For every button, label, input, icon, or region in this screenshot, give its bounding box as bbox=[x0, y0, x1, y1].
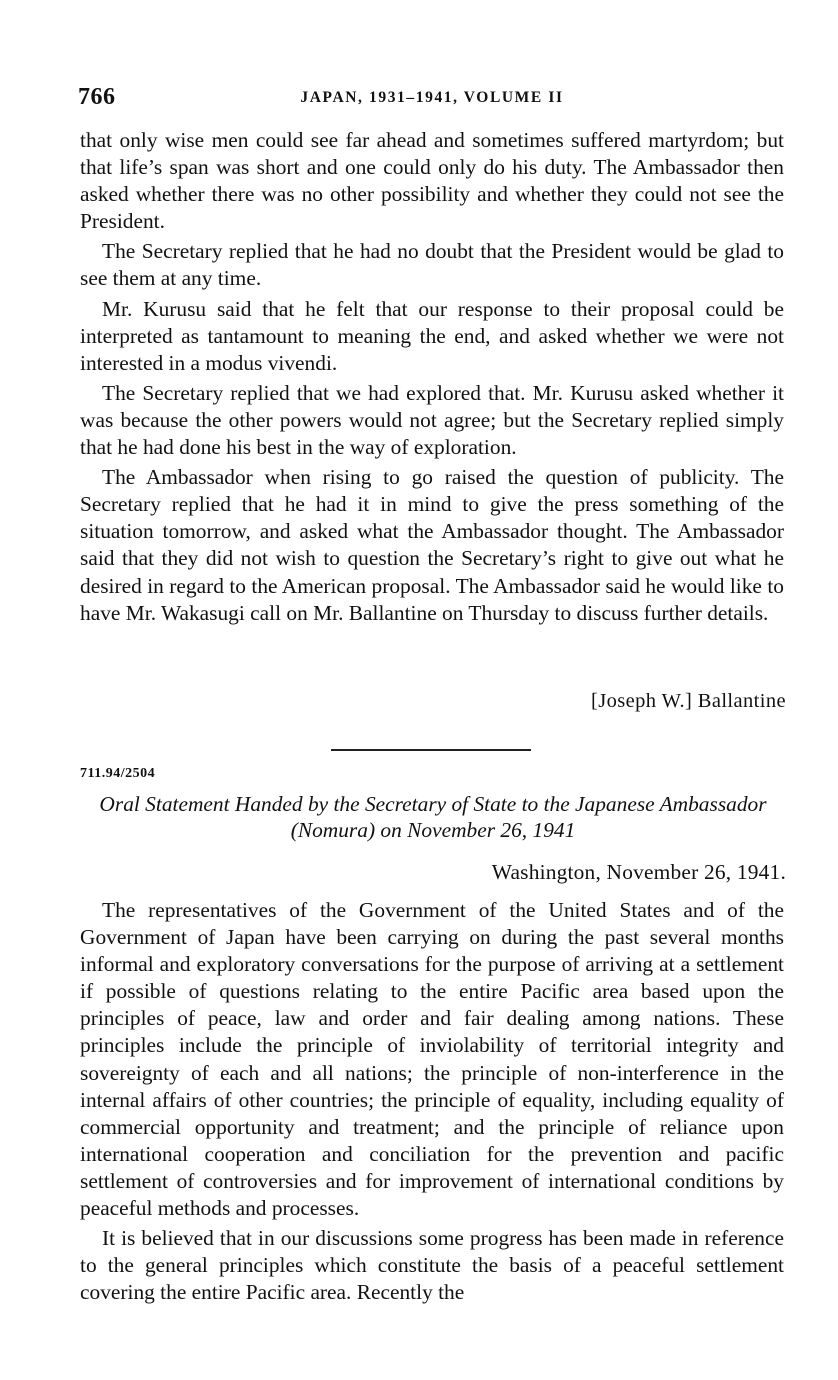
page-number: 766 bbox=[78, 84, 116, 110]
section-divider bbox=[331, 749, 531, 751]
statement-paragraph: The representatives of the Government of the United States and of the Government of Japan have been carrying on during the past several months informal and exploratory conversations for the purpose of arriving at a settlement if possible of questions relating to the entire Pacific area based upon the principles of peace, law and order and fair dealing among nations. These principles include the principle of inviolability of territorial integrity and sovereignty of each and all nations; the principle of non-interference in the internal affairs of other countries; the principle of equality, including equality of commercial opportunity and treatment; and the principle of reliance upon international cooperation and conciliation for the prevention and pacific settlement of controversies and for improvement of international conditions by peaceful methods and processes. bbox=[80, 898, 784, 1221]
memo-signature bbox=[591, 690, 786, 713]
memo-paragraph: Mr. Kurusu said that he felt that our response to their proposal could be interpreted as tantamount to meaning the end, and asked whether we were not interested in a modus vivendi. bbox=[80, 296, 784, 375]
memo-paragraph: The Secretary replied that he had no doubt that the President would be glad to see them at any time. bbox=[80, 239, 784, 291]
statement-paragraph: It is believed that in our discussions some progress has been made in reference to the general principles which constitute the basis of a peaceful settlement covering the entire Pacific area. Recently the bbox=[80, 1226, 784, 1305]
memo-paragraph: that only wise men could see far ahead and sometimes suffered martyrdom; but that life’s span was short and one could only do his duty. The Ambassador then asked whether there was no other possibility and whether they could not see the President. bbox=[80, 128, 784, 234]
memo-body bbox=[80, 127, 784, 630]
page-header bbox=[78, 84, 786, 114]
statement-body bbox=[80, 897, 784, 1309]
place-date: Washington, November 26, 1941. bbox=[491, 860, 786, 884]
memo-paragraph: The Ambassador when rising to go raised the question of publicity. The Secretary replied that he had it in mind to give the press something of the situation tomorrow, and asked what the Ambassador thought. The Ambassador said that they did not wish to question the Secretary’s right to give out what he desired in regard to the American proposal. The Ambassador said he would like to have Mr. Wakasugi call on Mr. Ballantine on Thursday to discuss further details. bbox=[80, 465, 784, 625]
memo-paragraph: The Secretary replied that we had explored that. Mr. Kurusu asked whether it was because the other powers would not agree; but the Secretary replied simply that he had done his best in the way of exploration. bbox=[80, 380, 784, 460]
file-number: 711.94/2504 bbox=[80, 766, 156, 781]
signature-text: [Joseph W.] Ballantine bbox=[591, 690, 786, 712]
document-title: Oral Statement Handed by the Secretary of State to the Japanese Ambassador (Nomura) on November 26, 1941 bbox=[99, 792, 767, 842]
running-head: JAPAN, 1931–1941, VOLUME II bbox=[300, 89, 564, 106]
